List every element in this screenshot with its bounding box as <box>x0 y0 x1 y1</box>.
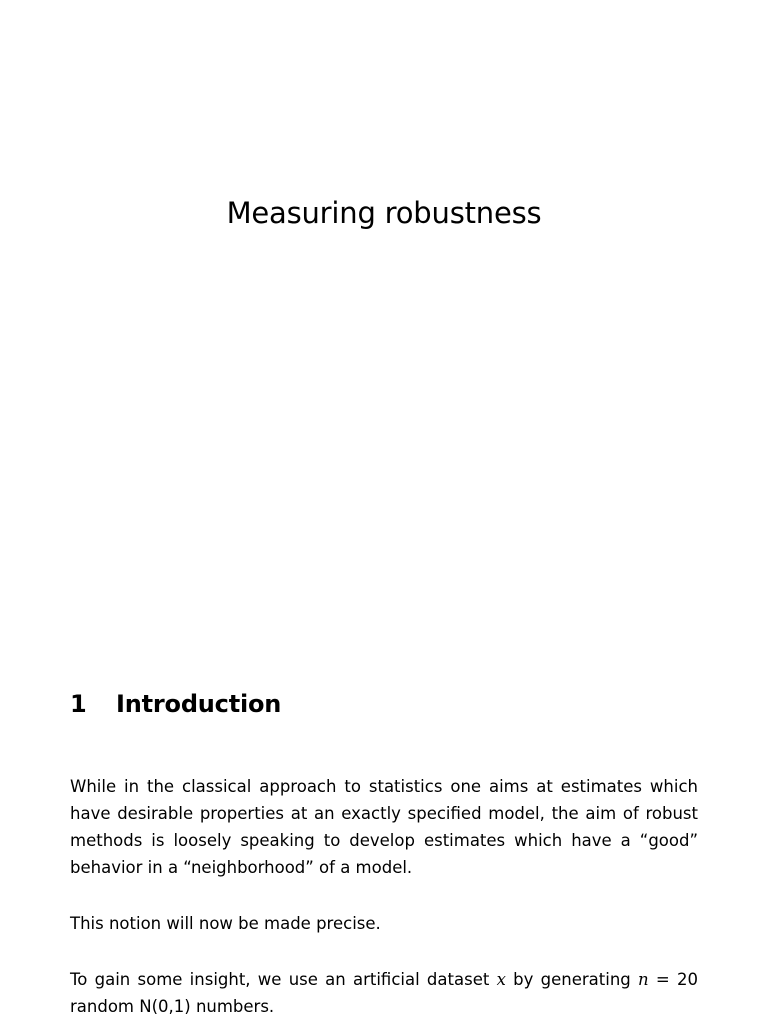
paragraph-insight <box>70 966 698 1020</box>
section-heading <box>70 690 281 718</box>
paragraph-intro: While in the classical approach to statistics one aims at estimates which have desirable properties at an exactly specified model, the aim of robust methods is loosely speaking to develop estimates which have a “good” behavior in a “neighborhood” of a model. <box>70 777 698 877</box>
math-equals: = <box>648 970 677 989</box>
math-n-value: 20 <box>677 970 698 989</box>
paragraph-insight-text-3: random N(0,1) numbers. <box>70 997 275 1016</box>
paragraph-insight-text-1: To gain some insight, we use an artificial dataset <box>70 970 497 989</box>
paragraph-notion: This notion will now be made precise. <box>70 914 381 933</box>
section-number: 1 <box>70 690 87 718</box>
page-title: Measuring robustness <box>226 196 542 230</box>
math-variable-x: x <box>496 970 506 989</box>
section-title: Introduction <box>116 690 282 718</box>
math-variable-n: n <box>638 970 649 989</box>
paragraph-insight-text-2: by generating <box>505 970 639 989</box>
